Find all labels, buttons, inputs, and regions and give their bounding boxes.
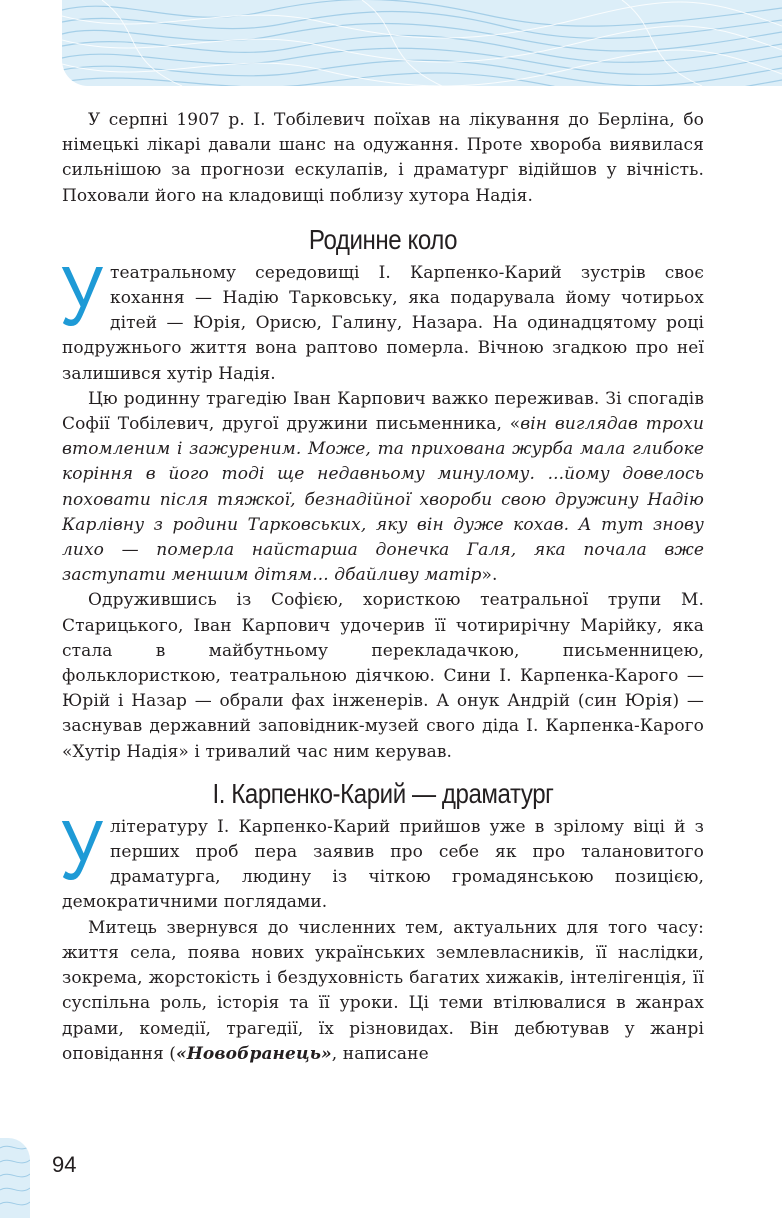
quote-end: ». bbox=[481, 565, 498, 586]
quote-intro: Цю родинну трагедію Іван Карпович важко переживав. Зі спогадів Софії Тобілевич, другої дружини письменника, « bbox=[62, 388, 704, 435]
paragraph-family-2 bbox=[62, 387, 704, 589]
page-content bbox=[62, 108, 704, 1067]
heading-family-circle: Родинне коло bbox=[308, 223, 458, 255]
themes-end: , написане bbox=[331, 1043, 429, 1064]
paragraph-dramatist-2 bbox=[62, 916, 704, 1067]
dropcap-letter: У bbox=[60, 802, 103, 897]
work-title: «Новобранець» bbox=[176, 1043, 332, 1064]
corner-decoration bbox=[0, 1138, 30, 1218]
page-number: 94 bbox=[52, 1152, 77, 1177]
quote-text: він виглядав трохи втомленим і зажуреним. Може, та прихована журба мала глибоке коріння в його тоді ще недавньому минулому. ...йому довелось поховати після тяжкої, безнадійної хвороби свою дружину Надію Карлівну з родини Тарковських, яку він дуже кохав. А тут знову лихо — померла найстарша донечка Галя, яка почала вже заступати меншим дітям... дбайливу матір bbox=[62, 414, 704, 586]
themes-text: Митець звернувся до численних тем, актуальних для того часу: життя села, поява нових українських землевласників, її наслідки, зокрема, жорстокість і бездуховність багатих хижаків, інтелігенція, її суспільна роль, історія та її уроки. Ці теми втілювалися в жанрах драми, комедії, трагедії, їх різновидах. Він дебютував у жанрі оповідання ( bbox=[62, 917, 704, 1064]
paragraph-family-3: Одружившись із Софією, хористкою театральної трупи М. Старицького, Іван Карпович удочерив її чотирирічну Марійку, яка стала в майбутньому перекладачкою, письменницею, фольклористкою, театральною діячкою. Сини І. Карпенка-Карого — Юрій і Назар — обрали фах інженерів. А онук Андрій (син Юрія) — заснував державний заповідник-музей свого діда І. Карпенка-Карого «Хутір Надія» і тривалий час ним керував. bbox=[62, 590, 704, 762]
paragraph-family-1 bbox=[60, 248, 704, 387]
paragraph-family-1-text: театральному середовищі І. Карпенко-Карий зустрів своє кохання — Надію Тарковську, яка подарувала йому чотирьох дітей — Юрія, Орисю, Галину, Назара. На одинадцятому році подружнього життя вона раптово померла. Вічною згадкою про неї залишився хутір Надія. bbox=[62, 262, 704, 384]
paragraph-dramatist-1-text: літературу І. Карпенко-Карий прийшов уже в зрілому віці й з перших проб пера заявив про себе як про талановитого драматурга, людину із чіткою громадянською позицією, демократичними поглядами. bbox=[62, 816, 704, 913]
wave-pattern-icon bbox=[0, 1138, 30, 1218]
dropcap-letter: У bbox=[60, 248, 103, 343]
paragraph-dramatist-1 bbox=[60, 802, 704, 916]
decorative-banner bbox=[62, 0, 782, 86]
heading-dramatist: І. Карпенко-Карий — драматург bbox=[212, 777, 554, 809]
wave-pattern-icon bbox=[62, 0, 782, 86]
paragraph-berlin: У серпні 1907 р. І. Тобілевич поїхав на лікування до Берліна, бо німецькі лікарі давали шанс на одужання. Проте хвороба виявилася сильнішою за прогнози ескулапів, і драматург відійшов у вічність. Поховали його на кладовищі поблизу хутора Надія. bbox=[62, 110, 704, 206]
